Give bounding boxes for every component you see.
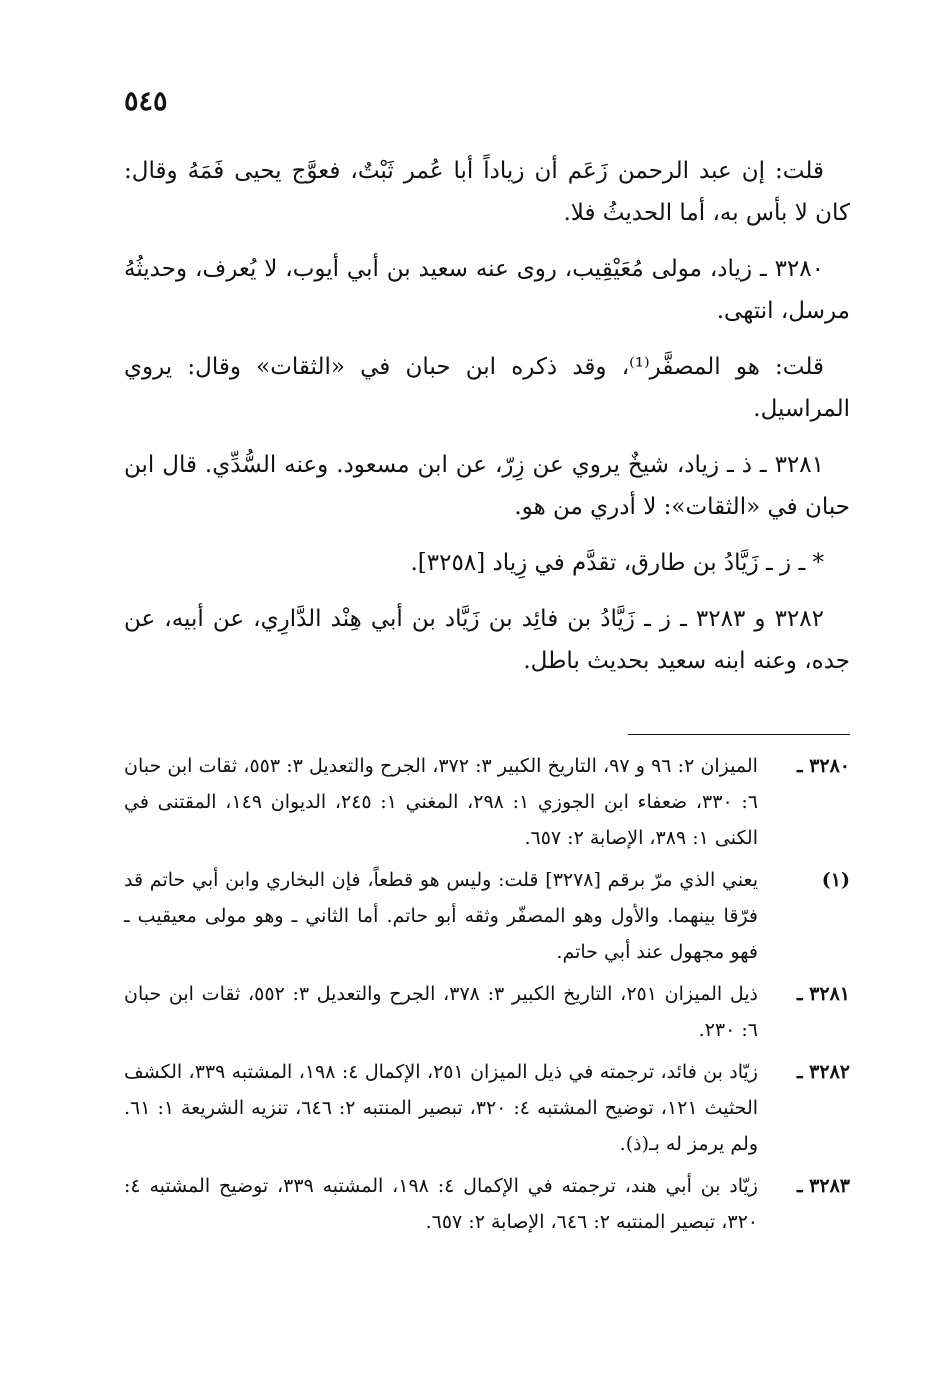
footnote-label: ٣٢٨٣ ـ	[796, 1175, 850, 1197]
footnote-text: الميزان ٢: ٩٦ و ٩٧، التاريخ الكبير ٣: ٣٧٢، الجرح والتعديل ٣: ٥٥٣، ثقات ابن حبان ٦: ٣٣٠، ضعفاء ابن الجوزي ١: ٢٩٨، المغني ١: ٢٤٥، الديوان ١٤٩، المقتنى في الكنى ١: ٣٨٩، الإصابة ٢: ٦٥٧.	[124, 755, 758, 849]
footnote-label: ٣٢٨٠ ـ	[796, 755, 850, 777]
footnote-label: ٣٢٨٢ ـ	[796, 1061, 850, 1083]
paragraph-comment-3280: قلت: هو المصفَّر⁽¹⁾، وقد ذكره ابن حبان في «الثقات» وقال: يروي المراسيل.	[124, 354, 850, 422]
entry-3282-3283: ٣٢٨٢ و ٣٢٨٣ ـ ز ـ زَيَّادُ بن فائِد بن زَيَّاد بن أبي هِنْد الدَّارِي، عن أبيه، عن جده، وعنه ابنه سعيد بحديث باطل.	[124, 606, 850, 674]
footnote-label: ٣٢٨١ ـ	[796, 983, 850, 1005]
footnote-3280	[124, 748, 850, 856]
footnote-divider	[628, 734, 850, 735]
footnote-1	[124, 862, 850, 970]
footnote-text: ذيل الميزان ٢٥١، التاريخ الكبير ٣: ٣٧٨، الجرح والتعديل ٣: ٥٥٢، ثقات ابن حبان ٦: ٢٣٠.	[124, 983, 759, 1041]
footnote-3282	[124, 1054, 850, 1162]
entry-3281: ٣٢٨١ ـ ذ ـ زياد، شيخٌ يروي عن زِرّ، عن ابن مسعود. وعنه السُّدِّي. قال ابن حبان في «الثقات»: لا أدري من هو.	[124, 452, 850, 520]
footnote-3283	[124, 1168, 850, 1240]
main-text	[124, 150, 850, 696]
cross-reference-entry: * ـ ز ـ زَيَّادُ بن طارق، تقدَّم في زِياد [٣٢٥٨].	[410, 550, 824, 576]
entry-3280: ٣٢٨٠ ـ زياد، مولى مُعَيْقِيب، روى عنه سعيد بن أبي أيوب، لا يُعرف، وحديثُهُ مرسل، انتهى.	[124, 256, 850, 324]
paragraph-quote-yahya: قلت: إن عبد الرحمن زَعَم أن زياداً أبا عُمر ثَبْتٌ، فعوَّج يحيى فَمَهُ وقال: كان لا بأس به، أما الحديثُ فلا.	[124, 158, 850, 226]
footnote-3281	[124, 976, 850, 1048]
footnote-text: زيّاد بن فائد، ترجمته في ذيل الميزان ٢٥١، الإكمال ٤: ١٩٨، المشتبه ٣٣٩، الكشف الحثيث ١٢١، توضيح المشتبه ٤: ٣٢٠، تبصير المنتبه ٢: ٦٤٦، تنزيه الشريعة ١: ٦١. ولم يرمز له بـ(ذ).	[124, 1061, 759, 1155]
footnote-text: يعني الذي مرّ برقم [٣٢٧٨] قلت: وليس هو قطعاً، فإن البخاري وابن أبي حاتم قد فرّقا بينهما. والأول وهو المصفّر وثقه أبو حاتم. أما الثاني ـ وهو مولى معيقيب ـ فهو مجهول عند أبي حاتم.	[124, 869, 759, 963]
page-number: ٥٤٥	[124, 86, 168, 117]
footnote-text: زيّاد بن أبي هند، ترجمته في الإكمال ٤: ١٩٨، المشتبه ٣٣٩، توضيح المشتبه ٤: ٣٢٠، تبصير المنتبه ٢: ٦٤٦، الإصابة ٢: ٦٥٧.	[124, 1175, 758, 1233]
footnotes	[124, 748, 850, 1246]
footnote-label: (١)	[821, 869, 850, 891]
